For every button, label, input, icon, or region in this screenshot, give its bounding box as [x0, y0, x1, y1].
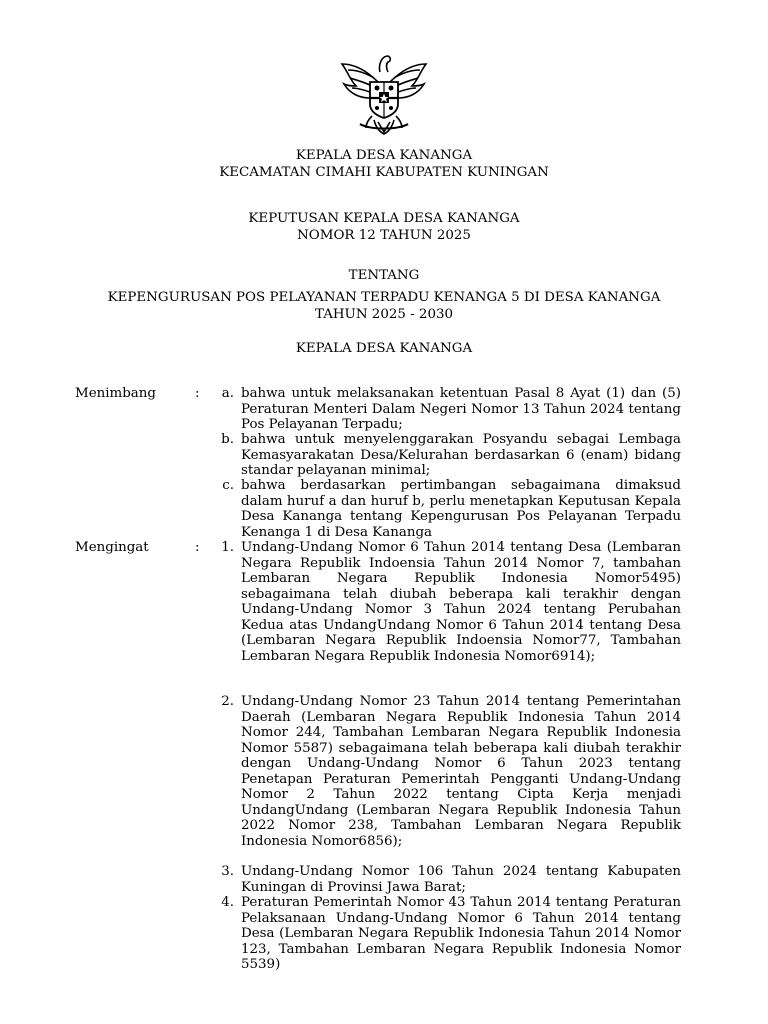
decree-title: KEPUTUSAN KEPALA DESA KANANGA [248, 211, 520, 226]
item-marker: b. [221, 432, 234, 447]
item-text: Undang-Undang Nomor 6 Tahun 2014 tentang Desa (Lembaran Negara Republik Indoensia Tahun 2014 Nomor 7, tambahan Lembaran Negara Republik Indonesia Nomor5495) sebagaimana telah diubah beberapa kali terakhir dengan Undang-Undang Nomor 3 Tahun 2024 tentang Perubahan Kedua atas UndangUndang Nomor 6 Tahun 2014 tentang Desa (Lembaran Negara Republik Indoensia Nomor77, Tambahan Lembaran Negara Republik Indonesia Nomor6914); [241, 540, 681, 664]
item-text: bahwa untuk melaksanakan ketentuan Pasal 8 Ayat (1) dan (5) Peraturan Menteri Dalam Negeri Nomor 13 Tahun 2024 tentang Pos Pelayanan Terpadu; [241, 386, 681, 432]
decree-subject-line-2: TAHUN 2025 - 2030 [315, 307, 453, 322]
garuda-emblem [334, 42, 434, 142]
item-marker: 3. [221, 864, 234, 879]
item-text: bahwa untuk menyelenggarakan Posyandu sebagai Lembaga Kemasyarakatan Desa/Kelurahan berdasarkan 6 (enam) bidang standar pelayanan minimal; [241, 432, 681, 478]
menimbang-colon: : [195, 386, 200, 401]
mengingat-colon: : [195, 540, 200, 555]
decree-issuer: KEPALA DESA KANANGA [295, 341, 473, 356]
item-text: Peraturan Pemerintah Nomor 43 Tahun 2014 tentang Peraturan Pelaksanaan Undang-Undang Nomor 6 Tahun 2014 tentang Desa (Lembaran Negara Republik Indonesia Tahun 2014 Nomor 123, Tambahan Lembaran Negara Republik Indonesia Nomor 5539) [241, 895, 681, 972]
item-marker: 1. [221, 540, 234, 555]
header-line-2: KECAMATAN CIMAHI KABUPATEN KUNINGAN [219, 165, 549, 180]
decree-subject-line-1: KEPENGURUSAN POS PELAYANAN TERPADU KENANGA 5 DI DESA KANANGA [107, 290, 661, 305]
decree-about: TENTANG [348, 268, 420, 283]
item-marker: a. [221, 386, 234, 401]
menimbang-label: Menimbang [75, 386, 156, 401]
header-line-1: KEPALA DESA KANANGA [295, 148, 473, 163]
item-marker: c. [222, 478, 234, 493]
mengingat-label: Mengingat [75, 540, 149, 555]
item-marker: 4. [221, 895, 234, 910]
item-marker: 2. [221, 694, 234, 709]
item-text: bahwa berdasarkan pertimbangan sebagaimana dimaksud dalam huruf a dan huruf b, perlu menetapkan Keputusan Kepala Desa Kananga tentang Kepengurusan Pos Pelayanan Terpadu Kenanga 1 di Desa Kananga [241, 478, 681, 540]
item-text: Undang-Undang Nomor 106 Tahun 2024 tentang Kabupaten Kuningan di Provinsi Jawa Barat; [241, 864, 681, 895]
item-text: Undang-Undang Nomor 23 Tahun 2014 tentang Pemerintahan Daerah (Lembaran Negara Republik Indonesia Tahun 2014 Nomor 244, Tambahan Lembaran Negara Republik Indonesia Nomor 5587) sebagaimana telah beberapa kali diubah terakhir dengan Undang-Undang Nomor 6 Tahun 2023 tentang Penetapan Peraturan Pemerintah Pengganti Undang-Undang Nomor 2 Tahun 2022 tentang Cipta Kerja menjadi UndangUndang (Lembaran Negara Republik Indonesia Tahun 2022 Nomor 238, Tambahan Lembaran Negara Republik Indonesia Nomor6856); [241, 694, 681, 849]
decree-number: NOMOR 12 TAHUN 2025 [297, 228, 471, 243]
